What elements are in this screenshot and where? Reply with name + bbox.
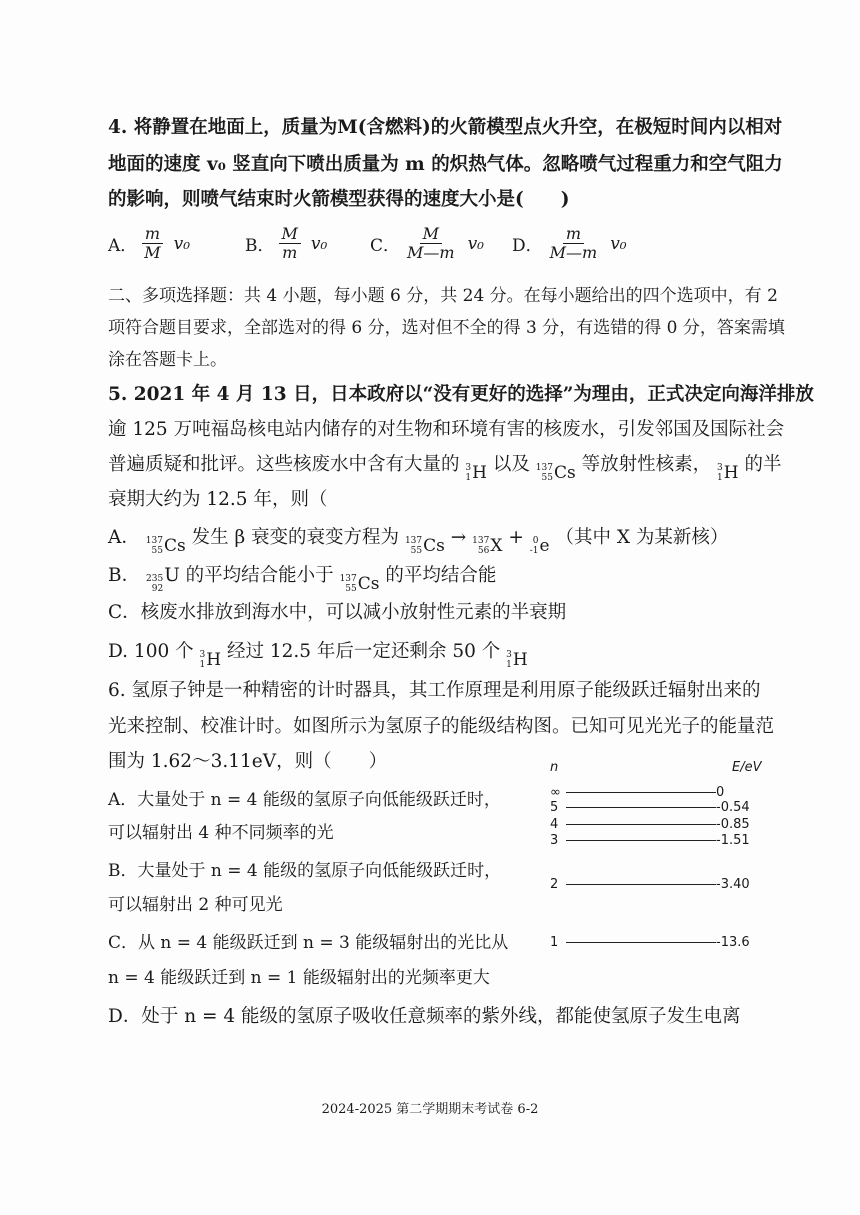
section2-line-1: 二、多项选择题：共 4 小题，每小题 6 分，共 24 分。在每小题给出的四个选项中，有 2 — [108, 286, 778, 306]
option-text: 发生 β 衰变的衰变方程为 — [191, 527, 400, 548]
plus-symbol: + — [508, 527, 524, 548]
mass-number: 137 — [472, 536, 490, 546]
level-n: 2 — [550, 877, 559, 892]
fraction-numerator: M — [420, 225, 442, 244]
q5-line-3-text-d: 的半 — [744, 454, 782, 475]
level-energy: -0.54 — [716, 800, 750, 815]
element-symbol: H — [512, 650, 528, 670]
q6-option-b-line-2: 可以辐射出 2 种可见光 — [108, 895, 283, 915]
level-energy: 0 — [716, 785, 725, 800]
mass-number: 3 — [199, 650, 206, 660]
fraction-numerator: M — [279, 225, 301, 244]
level-n: 1 — [550, 935, 559, 950]
atomic-number: 55 — [541, 473, 553, 483]
q4-option-a — [108, 225, 190, 262]
q5-option-a — [108, 522, 758, 562]
mass-number: 3 — [716, 463, 723, 473]
option-text: 的平均结合能 — [385, 565, 497, 586]
q6-option-a-line-2: 可以辐射出 4 种不同频率的光 — [108, 823, 334, 843]
mass-number: 137 — [339, 574, 357, 584]
energy-level — [540, 833, 780, 847]
element-symbol: Cs — [163, 536, 186, 556]
section2-line-2: 项符合题目要求，全部选对的得 6 分，选对但不全的得 3 分，有选错的得 0 分，答案需填 — [108, 318, 785, 338]
q5-line-3-text-c: 等放射性核素， — [581, 454, 712, 475]
mass-number: 3 — [465, 463, 472, 473]
q4-option-b — [245, 225, 327, 262]
option-label: D． — [512, 236, 543, 256]
q5-option-b — [108, 560, 758, 600]
q5-line-3-text-a: 普遍质疑和批评。这些核废水中含有大量的 — [108, 454, 460, 475]
q5-line-3 — [108, 449, 782, 489]
element-symbol: X — [490, 536, 503, 556]
nuclide-cs137 — [340, 568, 380, 600]
option-label: C． — [370, 236, 401, 256]
atomic-number: 1 — [506, 660, 512, 670]
level-n: 4 — [550, 817, 559, 832]
q6-option-b-line-1: B．大量处于 n = 4 能级的氢原子向低能级跃迁时， — [108, 861, 502, 881]
atomic-number: 55 — [151, 546, 163, 556]
level-energy: -1.51 — [716, 833, 750, 848]
page-footer: 2024-2025 第二学期期末考试卷 6-2 — [321, 1102, 539, 1117]
energy-level — [540, 877, 780, 891]
q6-option-d: D．处于 n = 4 能级的氢原子吸收任意频率的紫外线，都能使氢原子发生电离 — [108, 1006, 741, 1027]
option-label: B． — [245, 236, 275, 256]
q5-option-d — [108, 636, 758, 676]
q6-line-1: 6. 氢原子钟是一种精密的计时器具，其工作原理是利用原子能级跃迁辐射出来的 — [108, 680, 761, 701]
nuclide-h3 — [200, 644, 222, 676]
option-label: D. 100 个 — [108, 641, 194, 662]
q5-line-2: 逾 125 万吨福岛核电站内储存的对生物和环境有害的核废水，引发邻国及国际社会 — [108, 419, 785, 440]
q6-option-a-line-1: A．大量处于 n = 4 能级的氢原子向低能级跃迁时， — [108, 790, 501, 810]
energy-level — [540, 785, 780, 799]
option-text: 经过 12.5 年后一定还剩余 50 个 — [226, 641, 501, 662]
level-n: ∞ — [550, 785, 561, 800]
level-line — [566, 807, 716, 808]
q5-option-c: C．核废水排放到海水中，可以减小放射性元素的半衰期 — [108, 602, 567, 623]
q5-line-1: 5. 2021 年 4 月 13 日，日本政府以“没有更好的选择”为理由，正式决定向海洋排放 — [108, 384, 814, 405]
option-label: A． — [108, 236, 138, 256]
mass-number: 137 — [404, 536, 423, 546]
atomic-number: 1 — [716, 473, 723, 483]
element-symbol: Cs — [553, 463, 576, 483]
mass-number: 137 — [535, 463, 553, 473]
fraction-denominator: m — [282, 243, 298, 262]
q6-option-c-line-1: C．从 n = 4 能级跃迁到 n = 3 能级辐射出的光比从 — [108, 933, 509, 953]
atomic-number: 92 — [151, 584, 164, 594]
energy-level — [540, 800, 780, 814]
option-tail: v₀ — [173, 233, 191, 254]
level-line — [566, 884, 716, 885]
element-symbol: e — [539, 536, 550, 556]
q5-line-3-text-b: 以及 — [492, 454, 530, 475]
element-symbol: Cs — [423, 536, 445, 556]
nuclide-h3 — [506, 644, 528, 676]
option-tail: v₀ — [310, 233, 328, 254]
diagram-e-header: E/eV — [732, 760, 762, 775]
level-n: 3 — [550, 833, 559, 848]
option-label: B． — [108, 565, 141, 586]
element-symbol: H — [723, 463, 739, 483]
level-line — [566, 942, 716, 943]
level-line — [566, 824, 716, 825]
element-symbol: H — [472, 463, 487, 483]
q4-line-2: 地面的速度 v₀ 竖直向下喷出质量为 m 的炽热气体。忽略喷气过程重力和空气阻力 — [108, 154, 783, 175]
fraction-denominator: M—m — [549, 243, 598, 262]
option-text: U 的平均结合能小于 — [164, 565, 334, 586]
option-tail: v₀ — [610, 233, 627, 254]
q4-line-1: 4. 将静置在地面上，质量为M(含燃料)的火箭模型点火升空，在极短时间内以相对 — [108, 117, 783, 138]
element-symbol: Cs — [357, 574, 380, 594]
mass-number: 235 — [146, 574, 164, 584]
arrow-symbol: → — [450, 527, 467, 548]
mass-number: 0 — [532, 536, 539, 546]
mass-number: 137 — [145, 536, 163, 546]
nuclide-cs137 — [405, 530, 445, 562]
fraction-numerator: m — [563, 225, 584, 244]
q6-option-c-line-2: n = 4 能级跃迁到 n = 1 能级辐射出的光频率更大 — [108, 968, 490, 988]
energy-level-diagram — [540, 760, 780, 960]
level-line — [566, 792, 716, 793]
atomic-number: 1 — [199, 660, 206, 670]
q4-option-d — [512, 225, 627, 262]
fraction-denominator: M — [144, 243, 161, 262]
energy-level — [540, 935, 780, 949]
q6-line-3: 围为 1.62～3.11eV，则（ ） — [108, 751, 388, 772]
option-tail: v₀ — [467, 233, 484, 254]
fraction-denominator: M—m — [407, 243, 455, 262]
atomic-number: 55 — [345, 584, 357, 594]
level-energy: -3.40 — [716, 877, 750, 892]
nuclide-u235 — [146, 574, 164, 594]
level-energy: -0.85 — [716, 817, 750, 832]
fraction-numerator: m — [142, 225, 163, 244]
nuclide-x — [472, 530, 502, 562]
option-text: （其中 X 为某新核） — [555, 527, 729, 548]
atomic-number: 56 — [477, 546, 490, 556]
diagram-n-header: n — [550, 760, 559, 775]
atomic-number: 55 — [410, 546, 423, 556]
q5-line-4: 衰期大约为 12.5 年，则（ — [108, 489, 328, 510]
level-energy: -13.6 — [716, 935, 750, 950]
nuclide-electron — [530, 530, 550, 562]
atomic-number: 1 — [465, 473, 472, 483]
mass-number: 3 — [506, 650, 512, 660]
q4-line-3: 的影响，则喷气结束时火箭模型获得的速度大小是( ) — [108, 189, 570, 210]
energy-level — [540, 817, 780, 831]
level-line — [566, 840, 716, 841]
nuclide-cs137 — [146, 530, 186, 562]
atomic-number: -1 — [529, 546, 539, 556]
q4-option-c — [370, 225, 484, 262]
element-symbol: H — [206, 650, 222, 670]
q6-line-2: 光来控制、校准计时。如图所示为氢原子的能级结构图。已知可见光光子的能量范 — [108, 716, 775, 737]
option-label: A． — [108, 527, 140, 548]
level-n: 5 — [550, 800, 559, 815]
section2-line-3: 涂在答题卡上。 — [108, 350, 227, 370]
